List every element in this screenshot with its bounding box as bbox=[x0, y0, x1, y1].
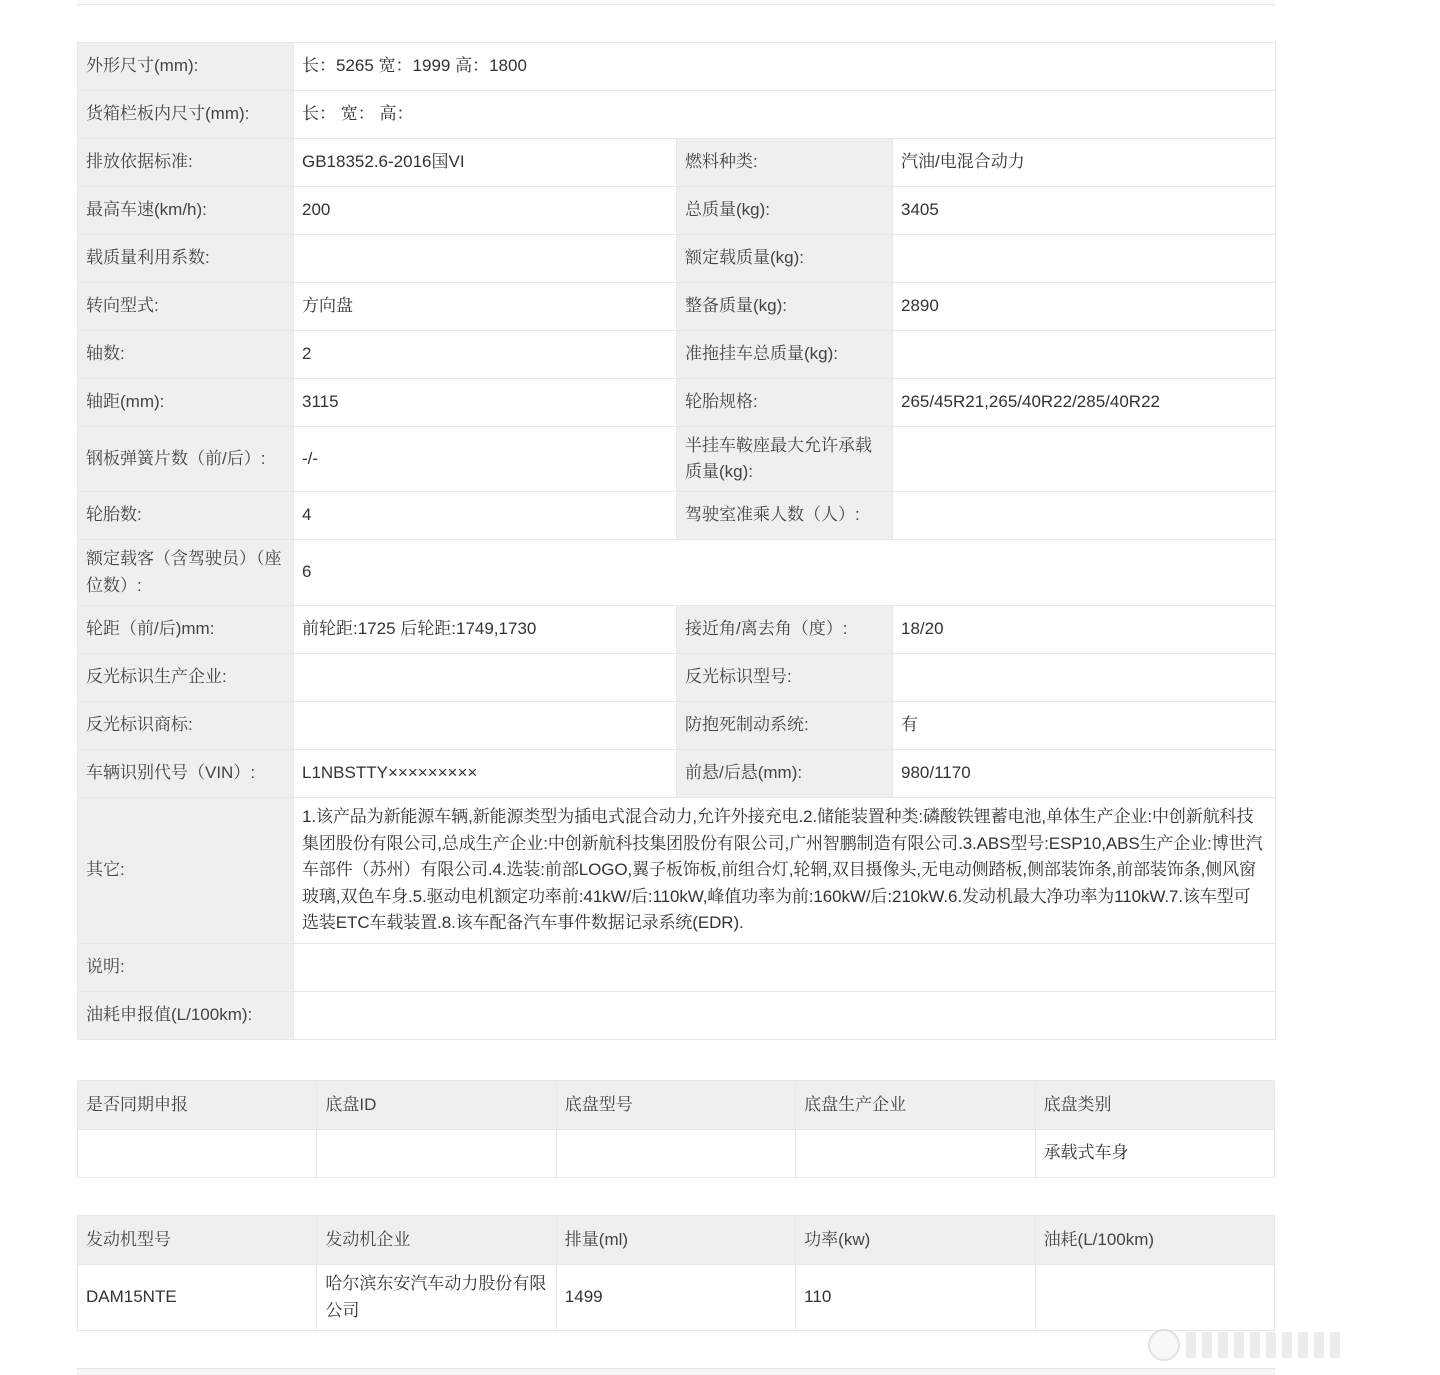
abs-label: 防抱死制动系统: bbox=[677, 702, 893, 750]
load-coef-value bbox=[294, 235, 677, 283]
leaf-spring-label: 钢板弹簧片数（前/后）: bbox=[78, 427, 294, 492]
chassis-header-concurrent: 是否同期申报 bbox=[78, 1081, 317, 1130]
spec-row bbox=[78, 427, 1276, 492]
engine-consumption-cell bbox=[1035, 1265, 1274, 1331]
wheelbase-value: 3115 bbox=[294, 379, 677, 427]
engine-table bbox=[77, 1215, 1275, 1331]
speed-value: 200 bbox=[294, 187, 677, 235]
watermark-bar-icon bbox=[1298, 1332, 1308, 1358]
note-label: 说明: bbox=[78, 944, 294, 992]
reflect-brand-label: 反光标识商标: bbox=[78, 702, 294, 750]
watermark-bar-icon bbox=[1314, 1332, 1324, 1358]
wheelbase-label: 轴距(mm): bbox=[78, 379, 294, 427]
spec-row-dimensions bbox=[78, 43, 1276, 91]
consumption-value bbox=[294, 992, 1276, 1040]
cargo-value: 长： 宽： 高： bbox=[294, 91, 1276, 139]
saddle-value bbox=[893, 427, 1276, 492]
load-coef-label: 载质量利用系数: bbox=[78, 235, 294, 283]
trailer-mass-label: 准拖挂车总质量(kg): bbox=[677, 331, 893, 379]
track-label: 轮距（前/后)mm: bbox=[78, 606, 294, 654]
spec-row-consumption bbox=[78, 992, 1276, 1040]
chassis-concurrent-cell bbox=[78, 1130, 317, 1178]
overhang-label: 前悬/后悬(mm): bbox=[677, 750, 893, 798]
chassis-header-model: 底盘型号 bbox=[556, 1081, 795, 1130]
reflect-model-label: 反光标识型号: bbox=[677, 654, 893, 702]
chassis-id-cell bbox=[317, 1130, 556, 1178]
reflect-maker-label: 反光标识生产企业: bbox=[78, 654, 294, 702]
chassis-header-type: 底盘类别 bbox=[1035, 1081, 1274, 1130]
spec-row bbox=[78, 654, 1276, 702]
saddle-label: 半挂车鞍座最大允许承载质量(kg): bbox=[677, 427, 893, 492]
spec-row bbox=[78, 235, 1276, 283]
curb-mass-value: 2890 bbox=[893, 283, 1276, 331]
spec-row-note bbox=[78, 944, 1276, 992]
engine-header-consumption: 油耗(L/100km) bbox=[1035, 1216, 1274, 1265]
spec-row bbox=[78, 187, 1276, 235]
cargo-label: 货箱栏板内尺寸(mm): bbox=[78, 91, 294, 139]
cab-label: 驾驶室准乘人数（人）: bbox=[677, 492, 893, 540]
spec-row-passengers bbox=[78, 540, 1276, 606]
reflect-model-value bbox=[893, 654, 1276, 702]
vehicle-spec-table bbox=[77, 42, 1276, 1040]
watermark-bar-icon bbox=[1218, 1332, 1228, 1358]
spec-row bbox=[78, 283, 1276, 331]
passengers-value: 6 bbox=[294, 540, 1276, 606]
engine-header-displacement: 排量(ml) bbox=[556, 1216, 795, 1265]
engine-displacement-cell: 1499 bbox=[556, 1265, 795, 1331]
dimensions-value: 长：5265 宽：1999 高：1800 bbox=[294, 43, 1276, 91]
watermark-bar-icon bbox=[1186, 1332, 1196, 1358]
spec-row bbox=[78, 750, 1276, 798]
vin-label: 车辆识别代号（VIN）: bbox=[78, 750, 294, 798]
axles-label: 轴数: bbox=[78, 331, 294, 379]
top-divider bbox=[77, 0, 1275, 5]
consumption-label: 油耗申报值(L/100km): bbox=[78, 992, 294, 1040]
engine-power-cell: 110 bbox=[796, 1265, 1035, 1331]
engine-header-power: 功率(kw) bbox=[796, 1216, 1035, 1265]
leaf-spring-value: -/- bbox=[294, 427, 677, 492]
angle-label: 接近角/离去角（度）: bbox=[677, 606, 893, 654]
tires-label: 轮胎数: bbox=[78, 492, 294, 540]
engine-header-maker: 发动机企业 bbox=[317, 1216, 556, 1265]
total-mass-value: 3405 bbox=[893, 187, 1276, 235]
chassis-header-row bbox=[78, 1081, 1275, 1130]
spec-row bbox=[78, 606, 1276, 654]
overhang-value: 980/1170 bbox=[893, 750, 1276, 798]
chassis-type-cell: 承载式车身 bbox=[1035, 1130, 1274, 1178]
table-row bbox=[78, 1130, 1275, 1178]
angle-value: 18/20 bbox=[893, 606, 1276, 654]
reflect-brand-value bbox=[294, 702, 677, 750]
reflect-maker-value bbox=[294, 654, 677, 702]
curb-mass-label: 整备质量(kg): bbox=[677, 283, 893, 331]
trailer-mass-value bbox=[893, 331, 1276, 379]
tires-value: 4 bbox=[294, 492, 677, 540]
chassis-table bbox=[77, 1080, 1275, 1178]
chassis-model-cell bbox=[556, 1130, 795, 1178]
watermark-bar-icon bbox=[1234, 1332, 1244, 1358]
passengers-label: 额定载客（含驾驶员）（座位数）: bbox=[78, 540, 294, 606]
emission-label: 排放依据标准: bbox=[78, 139, 294, 187]
spec-row-cargo bbox=[78, 91, 1276, 139]
tire-spec-value: 265/45R21,265/40R22/285/40R22 bbox=[893, 379, 1276, 427]
watermark-bar-icon bbox=[1330, 1332, 1340, 1358]
chassis-header-id: 底盘ID bbox=[317, 1081, 556, 1130]
dimensions-label: 外形尺寸(mm): bbox=[78, 43, 294, 91]
engine-header-row bbox=[78, 1216, 1275, 1265]
track-value: 前轮距:1725 后轮距:1749,1730 bbox=[294, 606, 677, 654]
emission-value: GB18352.6-2016国VI bbox=[294, 139, 677, 187]
watermark-bar-icon bbox=[1250, 1332, 1260, 1358]
spec-row-other bbox=[78, 798, 1276, 944]
table-row bbox=[78, 1265, 1275, 1331]
steering-value: 方向盘 bbox=[294, 283, 677, 331]
chassis-maker-cell bbox=[796, 1130, 1035, 1178]
watermark-circle-icon bbox=[1148, 1329, 1180, 1361]
axles-value: 2 bbox=[294, 331, 677, 379]
other-value: 1.该产品为新能源车辆,新能源类型为插电式混合动力,允许外接充电.2.储能装置种类:磷酸铁锂蓄电池,单体生产企业:中创新航科技集团股份有限公司,总成生产企业:中创新航科技集团股份有限公司,广州智鹏制造有限公司.3.ABS型号:ESP10,ABS生产企业:博世汽车部件（苏州）有限公司.4.选装:前部LOGO,翼子板饰板,前组合灯,轮辋,双目摄像头,无电动侧踏板,侧部装饰条,前部装饰条,侧风窗玻璃,双色车身.5.驱动电机额定功率前:41kW/后:110kW,峰值功率为前:160kW/后:210kW.6.发动机最大净功率为110kW.7.该车型可选装ETC车载装置.8.该车配备汽车事件数据记录系统(EDR). bbox=[294, 798, 1276, 944]
watermark-bar-icon bbox=[1266, 1332, 1276, 1358]
engine-model-cell: DAM15NTE bbox=[78, 1265, 317, 1331]
engine-header-model: 发动机型号 bbox=[78, 1216, 317, 1265]
vin-value: L1NBSTTY××××××××× bbox=[294, 750, 677, 798]
watermark-logo bbox=[1148, 1328, 1430, 1362]
other-label: 其它: bbox=[78, 798, 294, 944]
spec-row bbox=[78, 492, 1276, 540]
fuel-value: 汽油/电混合动力 bbox=[893, 139, 1276, 187]
watermark-bar-icon bbox=[1282, 1332, 1292, 1358]
tire-spec-label: 轮胎规格: bbox=[677, 379, 893, 427]
note-value bbox=[294, 944, 1276, 992]
spec-row bbox=[78, 379, 1276, 427]
fuel-label: 燃料种类: bbox=[677, 139, 893, 187]
watermark-bar-icon bbox=[1202, 1332, 1212, 1358]
cab-value bbox=[893, 492, 1276, 540]
spec-row bbox=[78, 139, 1276, 187]
chassis-header-maker: 底盘生产企业 bbox=[796, 1081, 1035, 1130]
spec-row bbox=[78, 702, 1276, 750]
abs-value: 有 bbox=[893, 702, 1276, 750]
total-mass-label: 总质量(kg): bbox=[677, 187, 893, 235]
rated-load-label: 额定载质量(kg): bbox=[677, 235, 893, 283]
steering-label: 转向型式: bbox=[78, 283, 294, 331]
engine-maker-cell: 哈尔滨东安汽车动力股份有限公司 bbox=[317, 1265, 556, 1331]
spec-row bbox=[78, 331, 1276, 379]
rated-load-value bbox=[893, 235, 1276, 283]
speed-label: 最高车速(km/h): bbox=[78, 187, 294, 235]
